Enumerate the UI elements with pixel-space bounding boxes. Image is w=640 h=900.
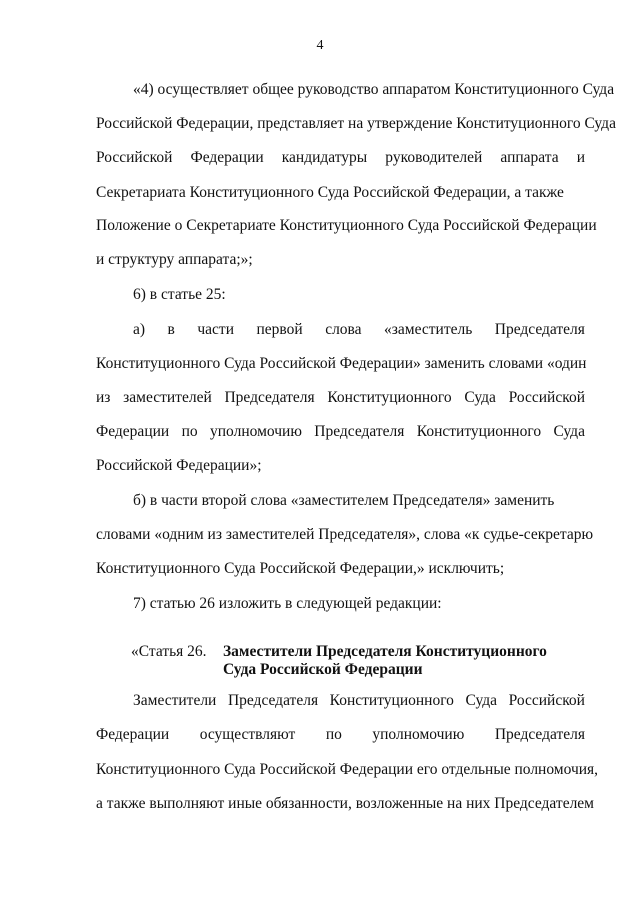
word: уполномочию xyxy=(372,726,465,743)
item-a-line5: Российской Федерации»; xyxy=(96,457,262,474)
word: Российской xyxy=(508,692,585,709)
item-a-line3 xyxy=(96,388,585,408)
item-b-line3: Конституционного Суда Российской Федерации,» исключить; xyxy=(96,560,505,577)
word: заместителей xyxy=(123,389,212,406)
word: Российской xyxy=(96,149,173,166)
word: и xyxy=(576,149,585,166)
para1-line3 xyxy=(96,148,585,168)
item-b-line2: словами «одним из заместителей Председателя», слова «к судье-секретарю xyxy=(96,526,594,543)
word: слова xyxy=(325,321,362,338)
word: Председателя xyxy=(224,389,315,406)
word: Председателя xyxy=(314,423,405,440)
word: Федерации xyxy=(96,726,170,743)
item7-text: 7) статью 26 изложить в следующей редакции: xyxy=(133,595,442,612)
item-a-line1 xyxy=(133,320,585,340)
word: части xyxy=(197,321,234,338)
word: Конституционного xyxy=(329,692,454,709)
article-body-line1 xyxy=(133,691,585,711)
word: в xyxy=(167,321,175,338)
item-b-line1: б) в части второй слова «заместителем Председателя» заменить xyxy=(133,492,555,509)
word: Заместители xyxy=(133,692,217,709)
word: Суда xyxy=(465,692,498,709)
word: Председателя xyxy=(494,321,585,338)
para1-line5: Положение о Секретариате Конституционного Суда Российской Федерации xyxy=(96,217,597,234)
article-title-line2: Суда Российской Федерации xyxy=(223,661,423,678)
word: из xyxy=(96,389,111,406)
para1-line1: «4) осуществляет общее руководство аппаратом Конституционного Суда xyxy=(133,81,615,98)
word: а) xyxy=(133,321,146,338)
word: Председателя xyxy=(494,726,585,743)
word: руководителей xyxy=(385,149,483,166)
word: Федерации xyxy=(190,149,264,166)
item-a-line4 xyxy=(96,422,585,442)
para1-line6: и структуру аппарата;»; xyxy=(96,251,253,268)
word: первой xyxy=(256,321,303,338)
para1-line2: Российской Федерации, представляет на утверждение Конституционного Суда xyxy=(96,115,616,132)
article-body-line3: Конституционного Суда Российской Федерации его отдельные полномочия, xyxy=(96,761,599,778)
article-body-line4: а также выполняют иные обязанности, возложенные на них Председателем xyxy=(96,795,594,812)
word: «заместитель xyxy=(384,321,473,338)
word: Российской xyxy=(508,389,585,406)
item6-text: 6) в статье 25: xyxy=(133,286,226,303)
article-label: «Статья 26. xyxy=(131,643,207,660)
word: по xyxy=(325,726,342,743)
word: аппарата xyxy=(500,149,559,166)
word: Конституционного xyxy=(327,389,452,406)
word: по xyxy=(181,423,198,440)
word: уполномочию xyxy=(210,423,302,440)
word: кандидатуры xyxy=(281,149,368,166)
article-body-line2 xyxy=(96,725,585,745)
item-a-line2: Конституционного Суда Российской Федерации» заменить словами «один xyxy=(96,355,587,372)
para1-line4: Секретариата Конституционного Суда Российской Федерации, а также xyxy=(96,184,564,201)
word: Федерации xyxy=(96,423,170,440)
article-title-line1: Заместители Председателя Конституционного xyxy=(223,643,547,660)
word: Суда xyxy=(464,389,496,406)
word: Конституционного xyxy=(416,423,542,440)
word: Суда xyxy=(553,423,585,440)
page-number: 4 xyxy=(316,38,324,53)
word: Председателя xyxy=(227,692,319,709)
word: осуществляют xyxy=(199,726,296,743)
